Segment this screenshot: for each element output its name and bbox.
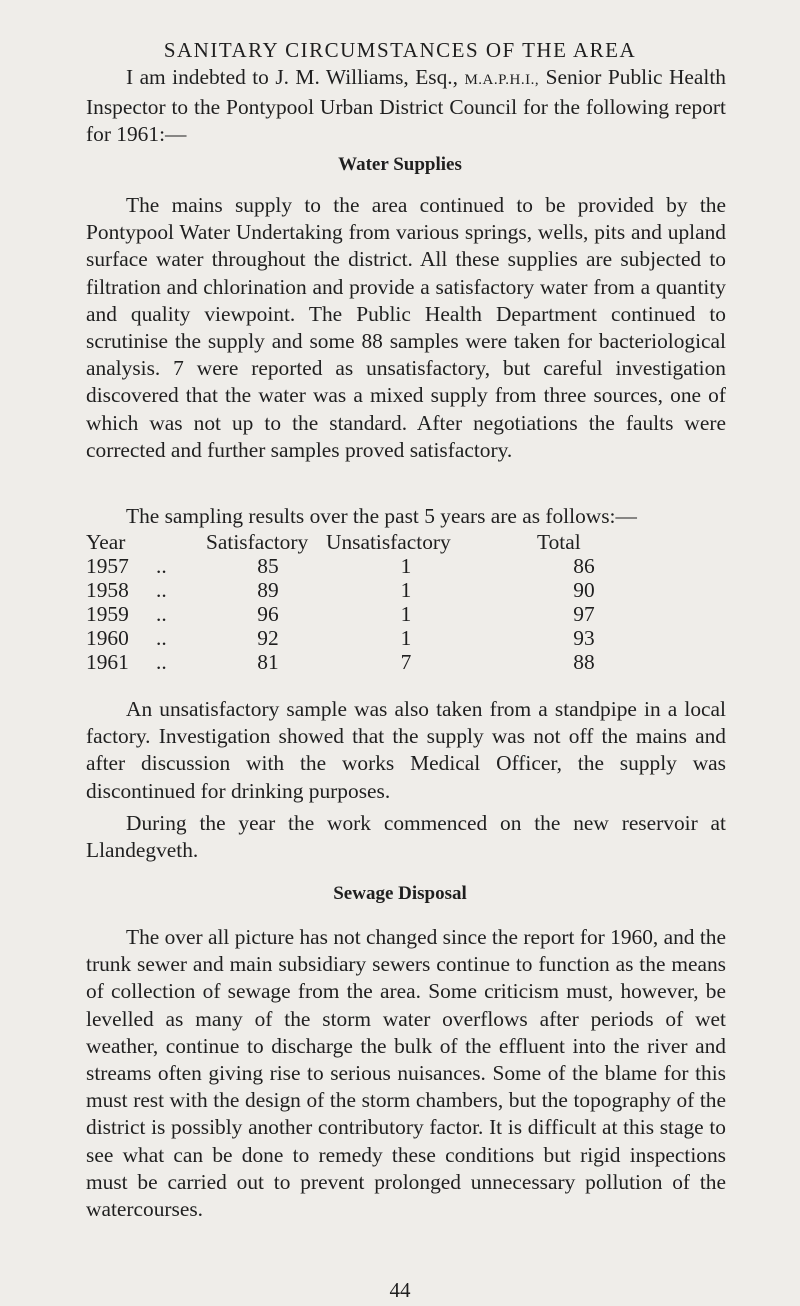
cell-unsatisfactory: 1 — [400, 626, 412, 650]
header-year: Year — [86, 530, 126, 554]
cell-unsatisfactory: 1 — [400, 554, 412, 578]
header-unsatisfactory: Unsatisfactory — [326, 530, 451, 554]
page-number: 44 — [389, 1278, 411, 1302]
sampling-results-table — [86, 530, 736, 674]
table-row — [86, 554, 736, 578]
cell-unsatisfactory: 7 — [400, 650, 412, 674]
cell-total: 88 — [573, 650, 595, 674]
cell-year: 1960 — [86, 626, 129, 650]
cell-satisfactory: 89 — [257, 578, 279, 602]
table-row — [86, 602, 736, 626]
dot-leader: .. — [156, 650, 167, 674]
cell-total: 86 — [573, 554, 595, 578]
cell-satisfactory: 81 — [257, 650, 279, 674]
cell-total: 97 — [573, 602, 595, 626]
dot-leader: .. — [156, 626, 167, 650]
sewage-disposal-heading: Sewage Disposal — [333, 883, 467, 904]
intro-text-start: I am indebted to J. M. Williams, Esq., — [126, 65, 465, 89]
cell-satisfactory: 92 — [257, 626, 279, 650]
table-header-row — [86, 530, 736, 554]
intro-text-end: Senior Public Health Inspector to the Pontypool Urban District Council for the following report for 1961:— — [86, 65, 726, 147]
water-paragraph-3: During the year the work commenced on the new reservoir at Llandegveth. — [86, 811, 726, 863]
cell-year: 1957 — [86, 554, 129, 578]
water-paragraph-2: An unsatisfactory sample was also taken from a standpipe in a local factory. Investigation showed that the supply was not off the mains and after discussion with the works Medical Officer, the supply was discontinued for drinking purposes. — [86, 697, 726, 803]
cell-satisfactory: 96 — [257, 602, 279, 626]
cell-total: 90 — [573, 578, 595, 602]
intro-paragraph — [86, 64, 726, 149]
water-supplies-heading: Water Supplies — [338, 154, 462, 175]
cell-total: 93 — [573, 626, 595, 650]
header-total: Total — [537, 530, 581, 554]
intro-qualification: M.A.P.H.I., — [464, 72, 540, 88]
table-row — [86, 626, 736, 650]
table-row — [86, 578, 736, 602]
water-paragraph-1: The mains supply to the area continued to be provided by the Pontypool Water Undertaking from various springs, wells, pits and upland surface water throughout the district. All these supplies are subjected to filtration and chlorination and provide a satisfactory water from a quantity and quality viewpoint. The Public Health Department continued to scrutinise the supply and some 88 samples were taken for bacteriological analysis. 7 were reported as unsatisfactory, but careful investigation discovered that the water was a mixed supply from three sources, one of which was not up to the standard. After negotiations the faults were corrected and further samples proved satisfactory. — [86, 193, 726, 462]
cell-year: 1959 — [86, 602, 129, 626]
dot-leader: .. — [156, 602, 167, 626]
header-satisfactory: Satisfactory — [206, 530, 309, 554]
cell-unsatisfactory: 1 — [400, 602, 412, 626]
cell-unsatisfactory: 1 — [400, 578, 412, 602]
cell-year: 1961 — [86, 650, 129, 674]
table-row — [86, 650, 736, 674]
dot-leader: .. — [156, 578, 167, 602]
page-title: SANITARY CIRCUMSTANCES OF THE AREA — [163, 38, 637, 62]
cell-satisfactory: 85 — [257, 554, 279, 578]
cell-year: 1958 — [86, 578, 129, 602]
dot-leader: .. — [156, 554, 167, 578]
sampling-intro: The sampling results over the past 5 years are as follows:— — [126, 504, 637, 528]
sewage-paragraph: The over all picture has not changed since the report for 1960, and the trunk sewer and main subsidiary sewers continue to function as the means of collection of sewage from the area. Some criticism must, however, be levelled as many of the storm water overflows after periods of wet weather, continue to discharge the bulk of the effluent into the river and streams often giving rise to serious nuisances. Some of the blame for this must rest with the design of the storm chambers, but the topography of the district is possibly another contributory factor. It is difficult at this stage to see what can be done to remedy these conditions but rigid inspections must be carried out to prevent prolonged unnecessary pollution of the watercourses. — [86, 925, 726, 1222]
